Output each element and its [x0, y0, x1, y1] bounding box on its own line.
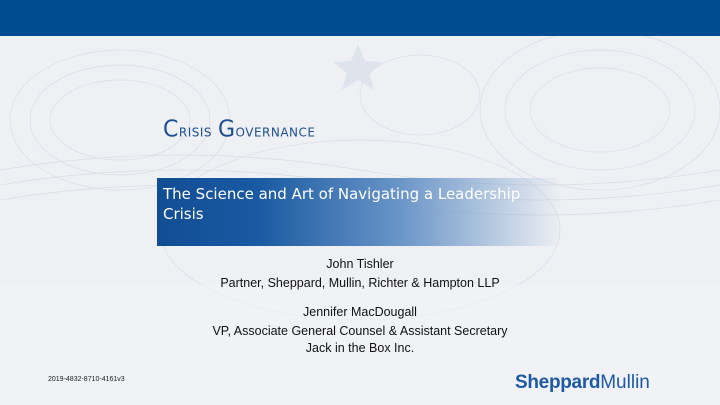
sheppard-mullin-logo	[515, 372, 650, 394]
presenter-2-role: VP, Associate General Counsel & Assistant Secretary	[212, 324, 508, 338]
document-id: 2019-4832-8710-4161v3	[48, 376, 125, 383]
logo-bold-text: Sheppard	[515, 372, 601, 393]
presenter-2-org: Jack in the Box Inc.	[305, 341, 415, 355]
subtitle-banner	[157, 178, 562, 246]
presenter-1-name: John Tishler	[326, 257, 394, 271]
presenter-2-name: Jennifer MacDougall	[303, 305, 417, 319]
slide-subtitle: The Science and Art of Navigating a Leadership Crisis	[163, 185, 521, 223]
top-banner	[0, 0, 720, 36]
logo-light-text: Mullin	[600, 372, 650, 393]
slide-title: Crisis Governance	[163, 116, 316, 143]
presenter-1-role: Partner, Sheppard, Mullin, Richter & Hampton LLP	[220, 276, 500, 290]
